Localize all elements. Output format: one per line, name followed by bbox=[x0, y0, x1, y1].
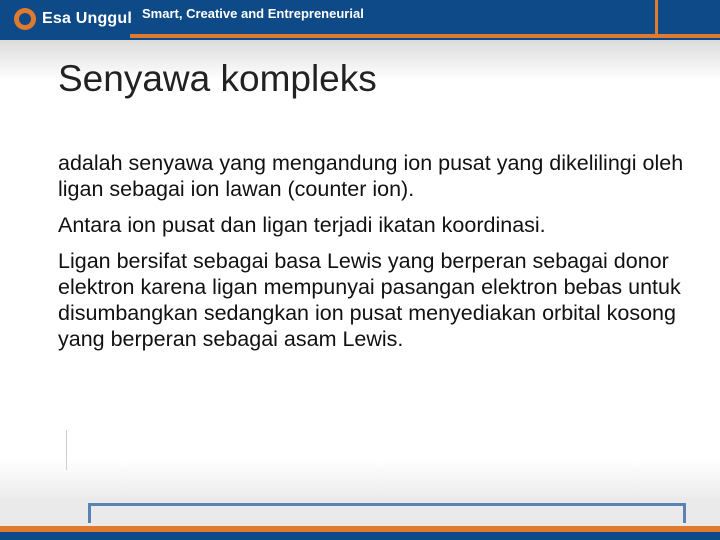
logo-icon bbox=[14, 8, 36, 30]
header-accent-line bbox=[130, 34, 720, 38]
header-tagline: Smart, Creative and Entrepreneurial bbox=[142, 6, 364, 21]
footer-accent-frame bbox=[88, 503, 686, 523]
slide-body bbox=[58, 150, 698, 362]
paragraph-definition: adalah senyawa yang mengandung ion pusat yang dikelilingi oleh ligan sebagai ion lawan (counter ion). bbox=[58, 151, 684, 201]
footer-base bbox=[0, 532, 720, 540]
paragraph-bond: Antara ion pusat dan ligan terjadi ikatan koordinasi. bbox=[58, 213, 546, 237]
decorative-divider bbox=[66, 430, 67, 470]
slide-title: Senyawa kompleks bbox=[58, 58, 377, 99]
logo-text: Esa Unggul bbox=[42, 10, 133, 27]
paragraph-ligand: Ligan bersifat sebagai basa Lewis yang berperan sebagai donor elektron karena ligan mempunyai pasangan elektron bebas untuk disumbangkan sedangkan ion pusat menyediakan orbital kosong yang berperan sebagai asam Lewis. bbox=[58, 249, 681, 351]
university-logo bbox=[14, 6, 132, 32]
